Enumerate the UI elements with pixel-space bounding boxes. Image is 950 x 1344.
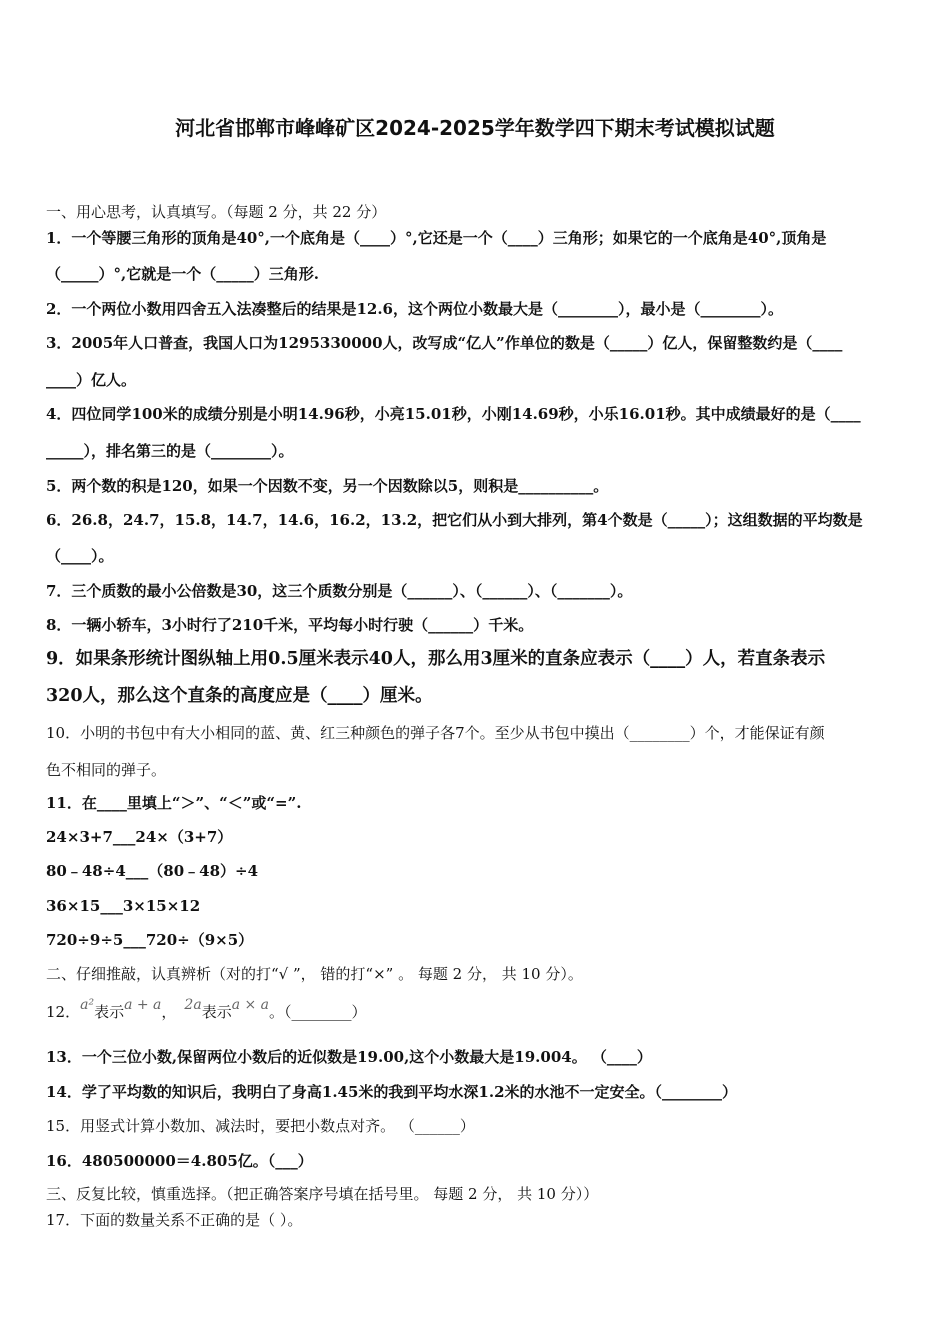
math-a-squared: a² <box>80 997 95 1013</box>
question-12-number: 12． <box>46 1003 81 1021</box>
section-heading-3: 三、反复比较，慎重选择。（把正确答案序号填在括号里。 每题 2 分， 共 10 分）） <box>46 1185 599 1203</box>
question-15: 15．用竖式计算小数加、减法时，要把小数点对齐。 （______） <box>46 1117 475 1135</box>
question-12 <box>46 997 906 1023</box>
question-11-item-b: 80﹣48÷4___（80﹣48）÷4 <box>46 862 259 880</box>
question-16: 16．480500000＝4.805亿。（___） <box>46 1152 313 1170</box>
question-4-line-2: _____），排名第三的是（________）。 <box>46 442 294 460</box>
question-8: 8．一辆小轿车，3小时行了210千米，平均每小时行驶（______）千米。 <box>46 616 534 634</box>
question-1-line-2: （_____）°,它就是一个（_____）三角形. <box>46 265 319 283</box>
question-11: 11．在____里填上“＞”、“＜”或“=”. <box>46 794 302 812</box>
question-11-item-a: 24×3+7___24×（3+7） <box>46 828 233 846</box>
question-9-line-1: 9．如果条形统计图纵轴上用0.5厘米表示40人，那么用3厘米的直条应表示（____）人，若直条表示 <box>46 649 826 669</box>
math-2a: 2a <box>184 997 202 1013</box>
question-12-text-1: 表示 <box>94 1003 125 1021</box>
question-12-text-2: 表示 <box>201 1003 232 1021</box>
question-9-line-2: 320人，那么这个直条的高度应是（____）厘米。 <box>46 686 433 706</box>
question-12-answer: 。（________） <box>269 1003 367 1021</box>
page-title: 河北省邯郸市峰峰矿区2024-2025学年数学四下期末考试模拟试题 <box>175 116 775 140</box>
section-heading-2: 二、仔细推敲，认真辨析（对的打“√ ”， 错的打“×” 。 每题 2 分， 共 10 分）。 <box>46 965 583 983</box>
question-10-line-2: 色不相同的弹子。 <box>46 761 167 779</box>
question-13: 13．一个三位小数,保留两位小数后的近似数是19.00,这个小数最大是19.004。 （____） <box>46 1048 652 1066</box>
question-1-line-1: 1．一个等腰三角形的顶角是40°,一个底角是（____）°,它还是一个（____）三角形；如果它的一个底角是40°,顶角是 <box>46 229 827 247</box>
math-a-times-a: a × a <box>231 997 270 1013</box>
question-10-line-1: 10．小明的书包中有大小相同的蓝、黄、红三种颜色的弹子各7个。至少从书包中摸出（________）个，才能保证有颜 <box>46 724 825 742</box>
question-17: 17．下面的数量关系不正确的是（ ）。 <box>46 1211 303 1229</box>
math-a-plus-a: a + a <box>124 997 162 1013</box>
question-3-line-1: 3．2005年人口普查，我国人口为1295330000人，改写成“亿人”作单位的数是（_____）亿人，保留整数约是（____ <box>46 334 843 352</box>
question-7: 7．三个质数的最小公倍数是30，这三个质数分别是（______）、（______）、（_______）。 <box>46 582 633 600</box>
question-14: 14．学了平均数的知识后，我明白了身高1.45米的我到平均水深1.2米的水池不一定安全。（________） <box>46 1083 738 1101</box>
question-4-line-1: 4．四位同学100米的成绩分别是小明14.96秒，小亮15.01秒，小刚14.69秒，小乐16.01秒。其中成绩最好的是（____ <box>46 405 861 423</box>
section-heading-1: 一、用心思考，认真填写。（每题 2 分，共 22 分） <box>46 203 387 221</box>
question-3-line-2: ____）亿人。 <box>46 371 137 389</box>
question-6-line-1: 6．26.8，24.7，15.8，14.7，14.6，16.2，13.2，把它们从小到大排列，第4个数是（_____）；这组数据的平均数是 <box>46 511 863 529</box>
question-12-separator: ， <box>161 1003 177 1021</box>
question-11-item-c: 36×15___3×15×12 <box>46 897 201 915</box>
question-5: 5．两个数的积是120，如果一个因数不变，另一个因数除以5，则积是__________。 <box>46 477 609 495</box>
question-11-item-d: 720÷9÷5___720÷（9×5） <box>46 931 254 949</box>
question-2: 2．一个两位小数用四舍五入法凑整后的结果是12.6，这个两位小数最大是（________），最小是（________）。 <box>46 300 783 318</box>
question-6-line-2: （____）。 <box>46 547 114 565</box>
